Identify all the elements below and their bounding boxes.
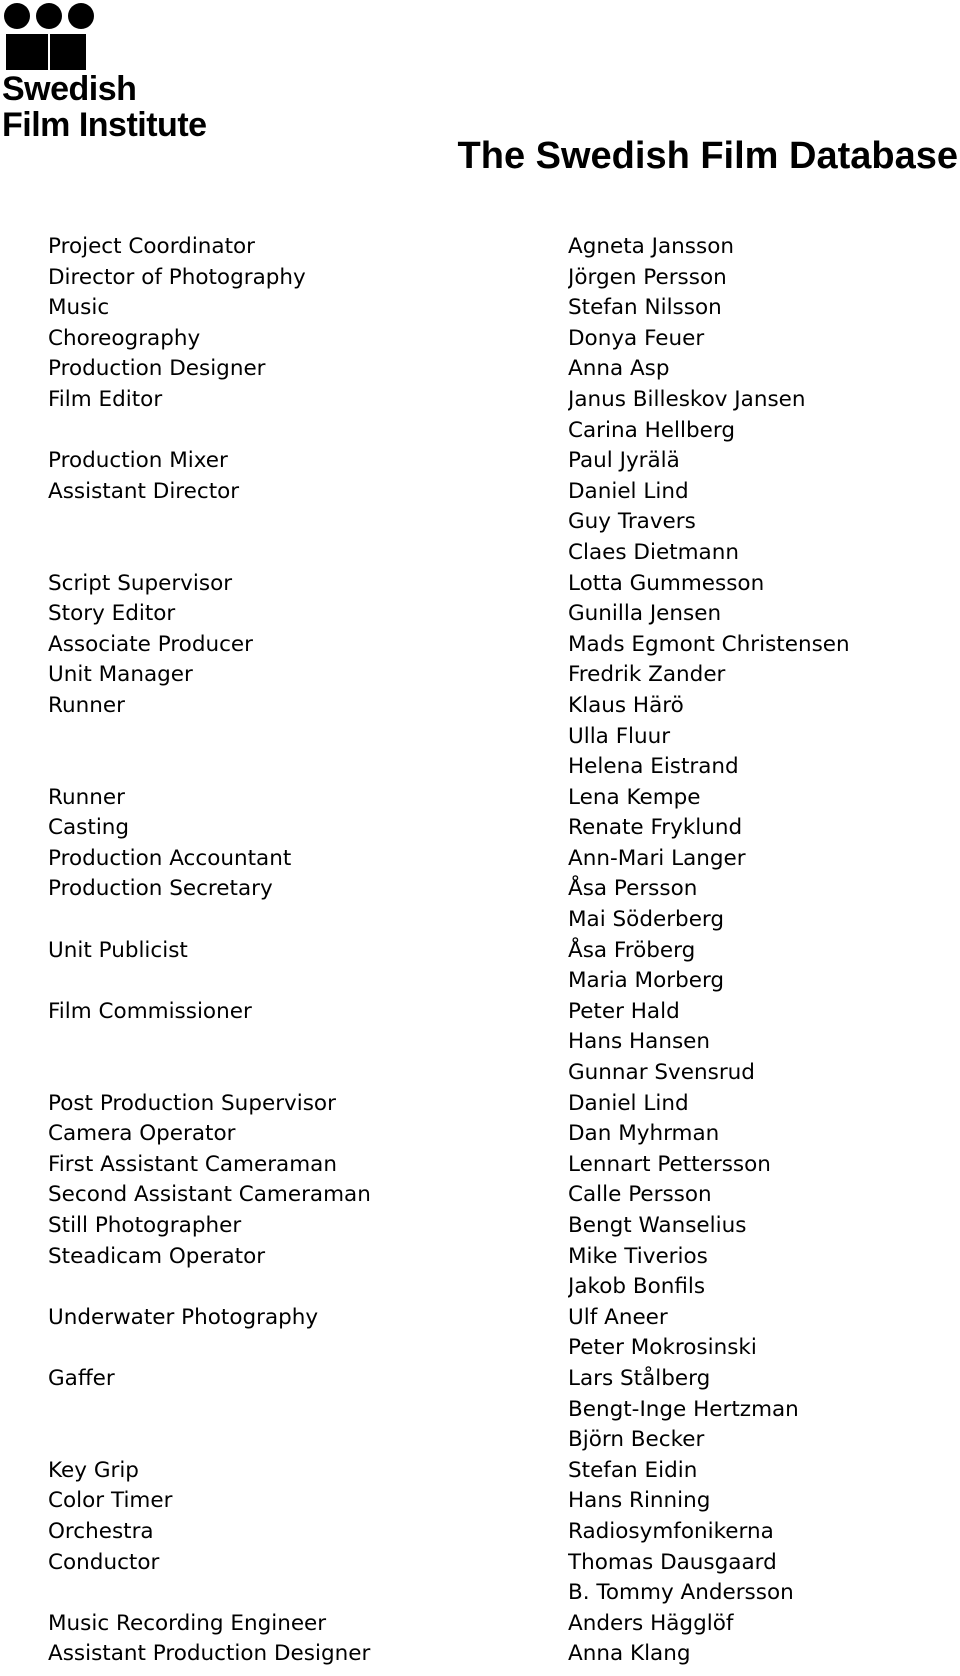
credit-row: [48, 1150, 948, 1181]
credit-role: [48, 1333, 568, 1364]
credit-row: [48, 507, 948, 538]
credit-name: Mai Söderberg: [568, 907, 725, 933]
credit-name: Thomas Dausgaard: [568, 1549, 777, 1575]
credit-row: [48, 1211, 948, 1242]
credit-role: Second Assistant Cameraman: [48, 1182, 371, 1208]
credit-row: [48, 1578, 948, 1609]
credit-role: Production Accountant: [48, 845, 292, 871]
credit-row: [48, 1517, 948, 1548]
logo-dot: [36, 3, 62, 29]
credit-role: Casting: [48, 815, 130, 841]
credit-role: [48, 1058, 568, 1089]
credit-role: Runner: [48, 784, 125, 810]
credit-role: [48, 416, 568, 447]
credit-name: Anna Klang: [568, 1641, 691, 1667]
credit-name: Ulla Fluur: [568, 723, 671, 749]
credit-role: Script Supervisor: [48, 570, 233, 596]
credit-row: [48, 599, 948, 630]
credit-row: [48, 354, 948, 385]
credit-role: Production Designer: [48, 356, 266, 382]
credit-name: B. Tommy Andersson: [568, 1580, 794, 1606]
credit-name: Dan Myhrman: [568, 1121, 720, 1147]
credit-name: Anders Hägglöf: [568, 1610, 734, 1636]
credit-role: Still Photographer: [48, 1213, 242, 1238]
credit-row: [48, 1425, 948, 1456]
credit-row: [48, 1272, 948, 1303]
credit-role: Assistant Production Designer: [48, 1641, 371, 1667]
credit-row: [48, 874, 948, 905]
credit-row: [48, 1180, 948, 1211]
credit-row: [48, 1303, 948, 1334]
credit-name: Anna Asp: [568, 356, 670, 382]
credit-role: Choreography: [48, 325, 201, 351]
credit-role: Film Editor: [48, 386, 163, 412]
credit-row: [48, 936, 948, 967]
credit-name: Renate Fryklund: [568, 815, 743, 841]
credit-role: [48, 507, 568, 538]
page-title: The Swedish Film Database: [457, 135, 958, 178]
credit-role: [48, 966, 568, 997]
credit-row: [48, 660, 948, 691]
credit-name: Jakob Bonfils: [568, 1274, 706, 1300]
credit-row: [48, 1058, 948, 1089]
credit-role: Music Recording Engineer: [48, 1610, 327, 1636]
credit-row: [48, 1395, 948, 1426]
logo-dot: [4, 3, 30, 29]
credit-row: [48, 1609, 948, 1640]
credit-row: [48, 538, 948, 569]
credit-row: [48, 263, 948, 294]
credit-row: [48, 997, 948, 1028]
credit-name: Hans Rinning: [568, 1488, 711, 1514]
credit-row: [48, 691, 948, 722]
logo-block: [6, 34, 48, 70]
credit-name: Jörgen Persson: [568, 264, 727, 290]
credit-name: Paul Jyrälä: [568, 448, 680, 474]
credit-role: [48, 1395, 568, 1426]
credit-name: Ulf Aneer: [568, 1304, 668, 1330]
credit-role: Production Mixer: [48, 448, 228, 474]
credit-name: Stefan Eidin: [568, 1457, 698, 1483]
credit-name: Mads Egmont Christensen: [568, 631, 850, 657]
credit-name: Lars Stålberg: [568, 1365, 711, 1391]
credit-role: [48, 1578, 568, 1609]
credit-row: [48, 783, 948, 814]
credit-row: [48, 232, 948, 263]
credit-row: [48, 324, 948, 355]
credit-row: [48, 844, 948, 875]
credit-name: Ann-Mari Langer: [568, 845, 746, 871]
credit-row: [48, 1456, 948, 1487]
credit-name: Gunnar Svensrud: [568, 1060, 755, 1086]
credit-row: [48, 416, 948, 447]
credit-row: [48, 1089, 948, 1120]
credit-name: Claes Dietmann: [568, 539, 739, 565]
credit-row: [48, 293, 948, 324]
credit-row: [48, 1548, 948, 1579]
credit-name: Bengt-Inge Hertzman: [568, 1396, 799, 1422]
credit-name: Åsa Persson: [568, 876, 698, 902]
credit-row: [48, 1486, 948, 1517]
credit-row: [48, 905, 948, 936]
credit-role: First Assistant Cameraman: [48, 1151, 337, 1177]
credit-role: [48, 1272, 568, 1303]
credit-role: Associate Producer: [48, 631, 253, 657]
credit-role: [48, 1027, 568, 1058]
credit-role: Film Commissioner: [48, 998, 252, 1024]
credit-name: Carina Hellberg: [568, 417, 735, 443]
logo-dot: [68, 3, 94, 29]
credit-name: Calle Persson: [568, 1182, 712, 1208]
credit-name: Guy Travers: [568, 509, 696, 535]
credit-role: Underwater Photography: [48, 1304, 319, 1330]
credit-name: Donya Feuer: [568, 325, 705, 351]
credit-row: [48, 966, 948, 997]
credit-row: [48, 1242, 948, 1273]
credit-name: Agneta Jansson: [568, 234, 734, 259]
credit-name: Peter Mokrosinski: [568, 1335, 757, 1361]
logo-line-2: Film Institute: [2, 106, 207, 144]
credit-role: Unit Manager: [48, 662, 193, 688]
credit-role: Color Timer: [48, 1488, 173, 1514]
credit-name: Lennart Pettersson: [568, 1151, 771, 1177]
credit-role: [48, 905, 568, 936]
credit-role: [48, 752, 568, 783]
credit-role: Key Grip: [48, 1457, 139, 1483]
credit-row: [48, 446, 948, 477]
swedish-film-institute-logo: [0, 0, 240, 150]
credit-row: [48, 1333, 948, 1364]
credit-row: [48, 1364, 948, 1395]
credit-name: Klaus Härö: [568, 692, 684, 718]
credit-name: Åsa Fröberg: [568, 937, 696, 963]
credit-name: Helena Eistrand: [568, 754, 739, 780]
credit-name: Daniel Lind: [568, 1090, 689, 1116]
credit-row: [48, 385, 948, 416]
credit-row: [48, 722, 948, 753]
credit-role: [48, 538, 568, 569]
credit-name: Daniel Lind: [568, 478, 689, 504]
credit-role: Camera Operator: [48, 1121, 236, 1147]
credit-row: [48, 1027, 948, 1058]
credit-name: Peter Hald: [568, 998, 680, 1024]
logo-block: [50, 34, 86, 70]
credit-name: Maria Morberg: [568, 968, 725, 994]
credit-role: [48, 1425, 568, 1456]
credit-name: Stefan Nilsson: [568, 295, 722, 321]
credits-list: [48, 232, 948, 1670]
credit-role: Assistant Director: [48, 478, 240, 504]
credit-role: Orchestra: [48, 1518, 154, 1544]
credit-role: Gaffer: [48, 1365, 115, 1391]
credit-role: Production Secretary: [48, 876, 273, 902]
credit-row: [48, 752, 948, 783]
logo-dots: [4, 3, 94, 29]
logo-line-1: Swedish: [2, 70, 137, 108]
credit-role: Runner: [48, 692, 125, 718]
credit-role: Music: [48, 295, 110, 321]
credit-role: Story Editor: [48, 601, 176, 627]
credit-name: Janus Billeskov Jansen: [568, 386, 806, 412]
credit-row: [48, 1119, 948, 1150]
credit-role: Project Coordinator: [48, 234, 256, 259]
credit-name: Lena Kempe: [568, 784, 701, 810]
credit-name: Mike Tiverios: [568, 1243, 708, 1269]
credit-name: Björn Becker: [568, 1427, 705, 1453]
credit-role: Conductor: [48, 1549, 160, 1575]
credit-role: Post Production Supervisor: [48, 1090, 336, 1116]
credit-row: [48, 477, 948, 508]
credit-name: Gunilla Jensen: [568, 601, 722, 627]
credit-role: Director of Photography: [48, 264, 306, 290]
credit-row: [48, 569, 948, 600]
credit-name: Bengt Wanselius: [568, 1213, 747, 1238]
credit-name: Hans Hansen: [568, 1029, 711, 1055]
credit-row: [48, 1639, 948, 1670]
credit-row: [48, 630, 948, 661]
credit-role: [48, 722, 568, 753]
credit-name: Fredrik Zander: [568, 662, 726, 688]
credit-row: [48, 813, 948, 844]
credit-name: Radiosymfonikerna: [568, 1518, 774, 1544]
credit-role: Steadicam Operator: [48, 1243, 266, 1269]
credit-name: Lotta Gummesson: [568, 570, 765, 596]
credit-role: Unit Publicist: [48, 937, 188, 963]
